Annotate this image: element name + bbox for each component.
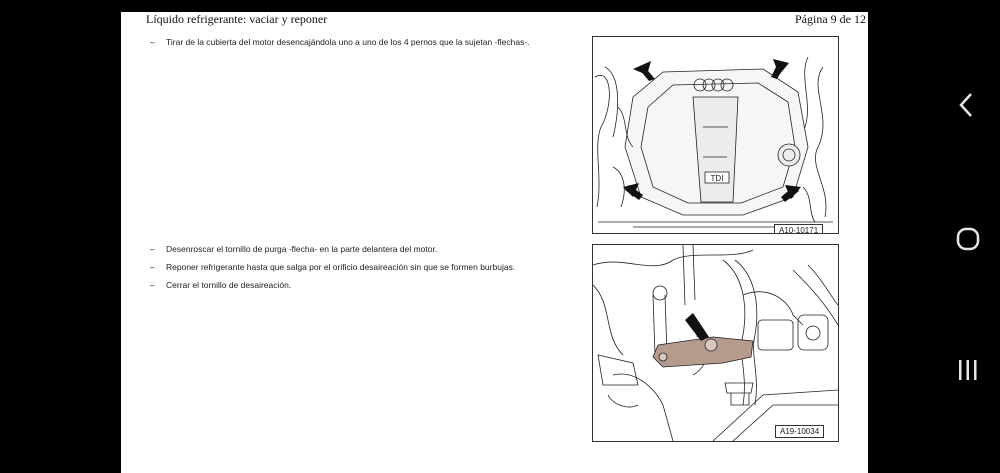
android-nav-bar — [868, 12, 1000, 473]
step-text: Cerrar el tornillo de desaireación. — [166, 280, 292, 290]
chevron-left-icon — [958, 92, 974, 118]
recents-button[interactable] — [957, 359, 979, 386]
bleed-screw — [705, 339, 717, 351]
arrow-marker — [685, 313, 709, 341]
figure-label: A19-10034 — [775, 425, 824, 438]
bleed-screw-illustration — [593, 245, 838, 441]
document-page — [121, 12, 868, 473]
back-button[interactable] — [958, 92, 974, 123]
flange-highlight — [653, 337, 753, 367]
engine-cover-figure — [592, 36, 839, 234]
step-dash: – — [150, 280, 155, 290]
figure-label: A10-10171 — [774, 224, 823, 234]
left-margin — [0, 12, 121, 473]
page-number: Página 9 de 12 — [795, 12, 866, 26]
step-dash: – — [150, 37, 155, 47]
instruction-step — [150, 244, 437, 254]
step-text: Tirar de la cubierta del motor desencajándola uno a uno de los 4 pernos que la sujetan -flechas-. — [166, 37, 530, 47]
tdi-badge: TDI — [710, 174, 724, 183]
step-text: Reponer refrigerante hasta que salga por el orificio desaireación sin que se formen burbujas. — [166, 262, 516, 272]
document-header-title: Líquido refrigerante: vaciar y reponer — [146, 12, 328, 26]
step-dash: – — [150, 244, 155, 254]
step-dash: – — [150, 262, 155, 272]
circle-home-icon — [956, 227, 980, 251]
instruction-step — [150, 280, 291, 290]
home-button[interactable] — [956, 227, 980, 256]
step-text: Desenroscar el tornillo de purga -flecha- en la parte delantera del motor. — [166, 244, 438, 254]
status-bar — [0, 0, 1000, 12]
bleed-screw-figure — [592, 244, 839, 442]
instruction-step — [150, 37, 530, 47]
engine-cover-illustration — [593, 37, 838, 233]
three-bars-icon — [957, 359, 979, 381]
instruction-step — [150, 262, 515, 272]
